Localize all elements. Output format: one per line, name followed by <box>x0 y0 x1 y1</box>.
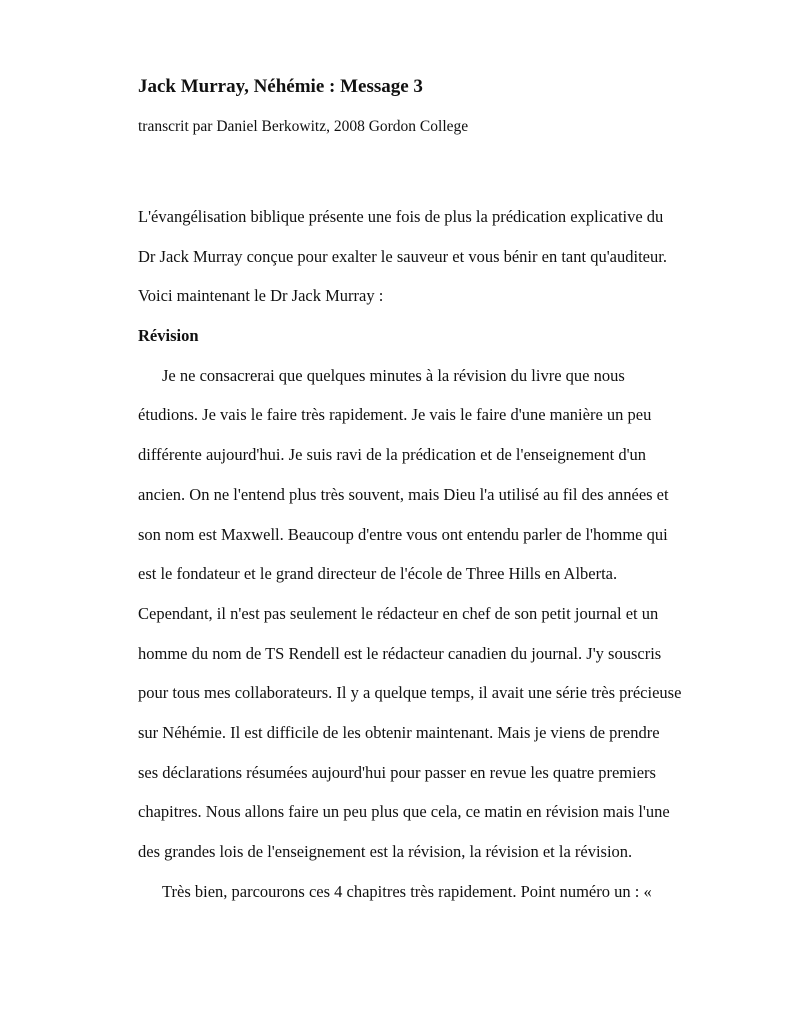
paragraph-line: différente aujourd'hui. Je suis ravi de la prédication et de l'enseignement d'un <box>138 445 647 465</box>
intro-line: Voici maintenant le Dr Jack Murray : <box>138 286 384 306</box>
document-subtitle: transcrit par Daniel Berkowitz, 2008 Gordon College <box>138 118 469 135</box>
paragraph-line: son nom est Maxwell. Beaucoup d'entre vous ont entendu parler de l'homme qui <box>138 524 668 544</box>
paragraph-line: Cependant, il n'est pas seulement le rédacteur en chef de son petit journal et un <box>138 603 659 623</box>
intro-line: Dr Jack Murray conçue pour exalter le sauveur et vous bénir en tant qu'auditeur. <box>138 246 667 266</box>
document-title: Jack Murray, Néhémie : Message 3 <box>138 76 423 97</box>
paragraph-line: Je ne consacrerai que quelques minutes à la révision du livre que nous <box>162 365 625 385</box>
section-heading: Révision <box>138 326 199 346</box>
paragraph-line: Très bien, parcourons ces 4 chapitres très rapidement. Point numéro un : « <box>162 881 652 901</box>
paragraph-line: chapitres. Nous allons faire un peu plus que cela, ce matin en révision mais l'une <box>138 802 670 822</box>
intro-line: L'évangélisation biblique présente une fois de plus la prédication explicative du <box>138 207 664 226</box>
paragraph-line: est le fondateur et le grand directeur de l'école de Three Hills en Alberta. <box>138 564 618 584</box>
paragraph-line: sur Néhémie. Il est difficile de les obtenir maintenant. Mais je viens de prendre <box>138 722 660 742</box>
paragraph-line: ses déclarations résumées aujourd'hui pour passer en revue les quatre premiers <box>138 762 656 782</box>
paragraph-line: ancien. On ne l'entend plus très souvent, mais Dieu l'a utilisé au fil des années et <box>138 484 669 504</box>
paragraph-line: pour tous mes collaborateurs. Il y a quelque temps, il avait une série très précieuse <box>138 683 682 703</box>
paragraph-line: des grandes lois de l'enseignement est la révision, la révision et la révision. <box>138 842 633 861</box>
paragraph-line: étudions. Je vais le faire très rapidement. Je vais le faire d'une manière un peu <box>138 405 652 425</box>
paragraph-line: homme du nom de TS Rendell est le rédacteur canadien du journal. J'y souscris <box>138 643 662 663</box>
document-body <box>138 197 698 911</box>
